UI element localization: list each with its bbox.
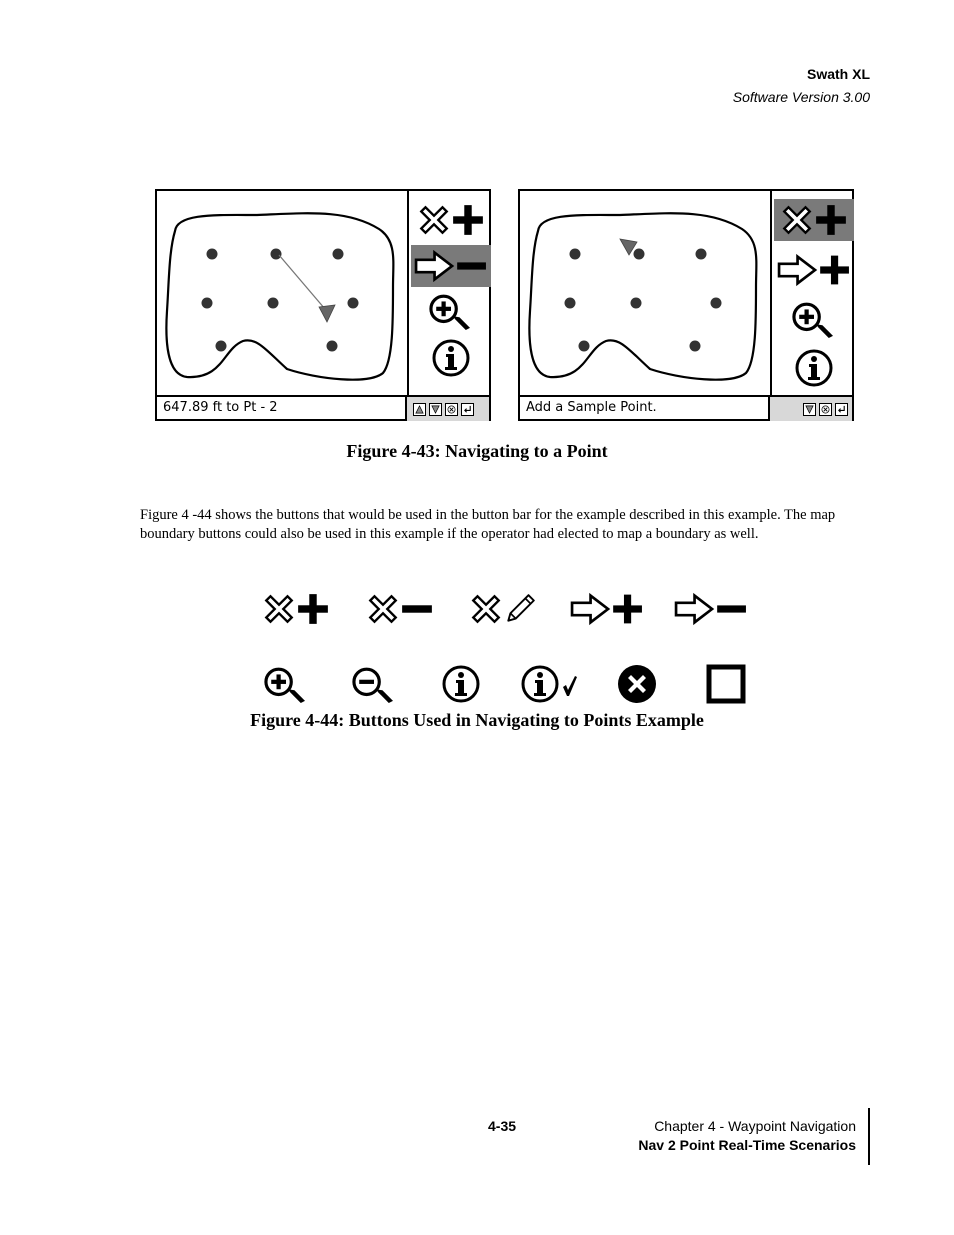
delete-add-icon[interactable] xyxy=(411,199,491,241)
zoom-in-icon xyxy=(262,666,310,704)
figure-44-caption: Figure 4-44: Buttons Used in Navigating to Points Example xyxy=(250,710,704,730)
figure-43-caption: Figure 4-43: Navigating to a Point xyxy=(346,441,608,461)
arrow-plus-icon[interactable] xyxy=(774,249,854,291)
waypoint-dot xyxy=(207,249,218,260)
down-icon[interactable] xyxy=(803,403,816,416)
waypoint-dot xyxy=(579,341,590,352)
zoom-in-icon[interactable] xyxy=(774,299,854,341)
software-version: Software Version 3.00 xyxy=(732,89,870,105)
x-minus-icon xyxy=(366,592,434,626)
down-icon[interactable] xyxy=(429,403,442,416)
section-title: Nav 2 Point Real-Time Scenarios xyxy=(638,1137,856,1153)
up-icon[interactable] xyxy=(413,403,426,416)
button-bar xyxy=(770,191,854,395)
close-icon[interactable] xyxy=(445,403,458,416)
square-icon xyxy=(705,664,747,704)
x-plus-icon xyxy=(262,592,330,626)
waypoint-dot xyxy=(634,249,645,260)
vehicle-arrow-icon xyxy=(319,305,335,322)
waypoint-dot xyxy=(327,341,338,352)
waypoint-dot xyxy=(631,298,642,309)
waypoint-dot xyxy=(565,298,576,309)
waypoint-dot xyxy=(711,298,722,309)
figure-44-row-1 xyxy=(0,592,954,628)
screen-navigating xyxy=(155,189,491,421)
waypoint-dot xyxy=(333,249,344,260)
waypoint-dot xyxy=(348,298,359,309)
status-button-group xyxy=(405,397,489,421)
body-paragraph: Figure 4 -44 shows the buttons that would be used in the button bar for the example described in this example. The map boundary buttons could also be used in this example if the operator had elected to map a boundary as well. xyxy=(140,507,836,542)
arrow-minus-icon xyxy=(674,592,748,626)
field-map xyxy=(157,191,407,395)
chapter-title: Chapter 4 - Waypoint Navigation xyxy=(654,1118,856,1134)
status-button-group xyxy=(768,397,852,421)
arrow-plus-icon xyxy=(570,592,644,626)
navigation-line xyxy=(279,255,325,309)
waypoint-dot xyxy=(690,341,701,352)
waypoint-dot xyxy=(202,298,213,309)
x-pencil-icon xyxy=(469,592,537,626)
waypoint-dot xyxy=(268,298,279,309)
status-message: Add a Sample Point. xyxy=(526,400,657,415)
info-icon[interactable] xyxy=(411,337,491,379)
waypoint-dot xyxy=(696,249,707,260)
figure-44-row-2 xyxy=(0,664,954,704)
status-bar xyxy=(157,395,489,421)
distance-readout: 647.89 ft to Pt - 2 xyxy=(163,400,278,415)
cancel-circle-icon xyxy=(617,664,657,704)
document-title: Swath XL xyxy=(806,66,870,82)
field-map xyxy=(520,191,770,395)
page-number: 4-35 xyxy=(488,1118,517,1134)
enter-icon[interactable] xyxy=(461,403,474,416)
button-bar xyxy=(407,191,491,395)
screen-add-sample xyxy=(518,189,854,421)
status-bar xyxy=(520,395,852,421)
close-icon[interactable] xyxy=(819,403,832,416)
footer-rule xyxy=(868,1108,870,1165)
waypoint-dot xyxy=(271,249,282,260)
zoom-out-icon xyxy=(350,666,398,704)
waypoint-dot xyxy=(216,341,227,352)
delete-add-icon[interactable] xyxy=(774,199,854,241)
info-icon[interactable] xyxy=(774,347,854,389)
info-check-icon xyxy=(520,664,580,704)
enter-icon[interactable] xyxy=(835,403,848,416)
info-icon xyxy=(441,664,481,704)
zoom-in-icon[interactable] xyxy=(411,291,491,333)
waypoint-dot xyxy=(570,249,581,260)
arrow-minus-icon[interactable] xyxy=(411,245,491,287)
